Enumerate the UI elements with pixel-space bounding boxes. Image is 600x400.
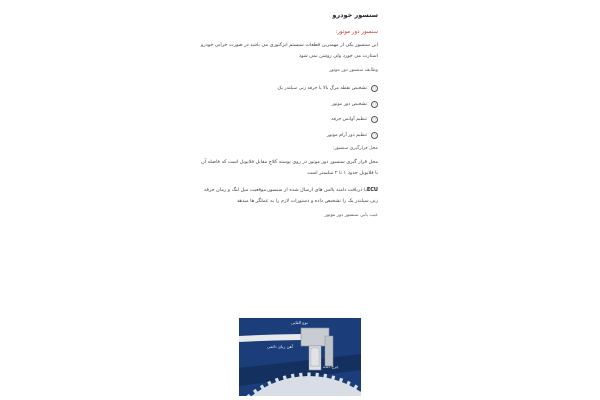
article-subtitle: سنسور دور موتور:	[335, 29, 378, 35]
label-gear: چرخ دنده	[323, 364, 339, 369]
list-item: ○ تنظیم دور آرام موتور	[326, 132, 377, 138]
gear-tooth	[315, 373, 319, 378]
gear-tooth	[299, 373, 303, 378]
list-item: ○ تنظیم آوانس جرقه	[331, 117, 377, 123]
functions-label: وظایف سنسور دور موتور	[329, 68, 378, 73]
article-title: سنسور خودرو	[332, 11, 378, 19]
circle-bullet-icon: ○	[372, 132, 377, 137]
sensor-diagram-image	[239, 318, 361, 396]
sensor-bracket	[325, 336, 333, 366]
gear-tooth	[307, 373, 310, 378]
functions-list	[278, 81, 378, 143]
circle-bullet-icon: ○	[372, 101, 377, 106]
ecu-paragraph: ECUبا دریافت دامنه پالس های ارسال شده از سنسور،موقعیت میل لنگ و زمان جرقه زنی سیلندر یک را تشخیص داده و دستورات لازم را به عملگر ها میدهد	[203, 187, 378, 204]
intro-paragraph: این سنسور یکی از مهمترین قطعات سیستم انژکتوری می باشد در صورت خرابی خودرو استارت می خورد ولی روشن نمی شود	[200, 42, 378, 59]
list-item: ○ تشخیص نقطه مرگ بالا یا جرقه زنی سیلندر یک	[277, 86, 377, 92]
label-permanent-magnet: آهن ربای دائمی	[267, 344, 293, 349]
circle-bullet-icon: ○	[372, 117, 377, 122]
label-inductive-type: نوع القایی	[291, 320, 308, 325]
circle-bullet-icon: ○	[372, 86, 377, 91]
ecu-term: ECU	[366, 187, 378, 193]
sensor-diagram-svg	[239, 318, 361, 396]
location-label: محل قرارگیری سنسور:	[332, 146, 378, 151]
location-paragraph: محل قرار گیری سنسور دور موتور در روی پوسته کلاچ مقابل فلایویل است که فاصله آن با فلایویل حدود ۱ تا ۲ میلیمتر است	[201, 159, 378, 176]
faults-label: عیب یابی سنسور دور موتور	[324, 213, 378, 218]
list-item: ○ تشخیص دور موتور	[331, 101, 377, 107]
